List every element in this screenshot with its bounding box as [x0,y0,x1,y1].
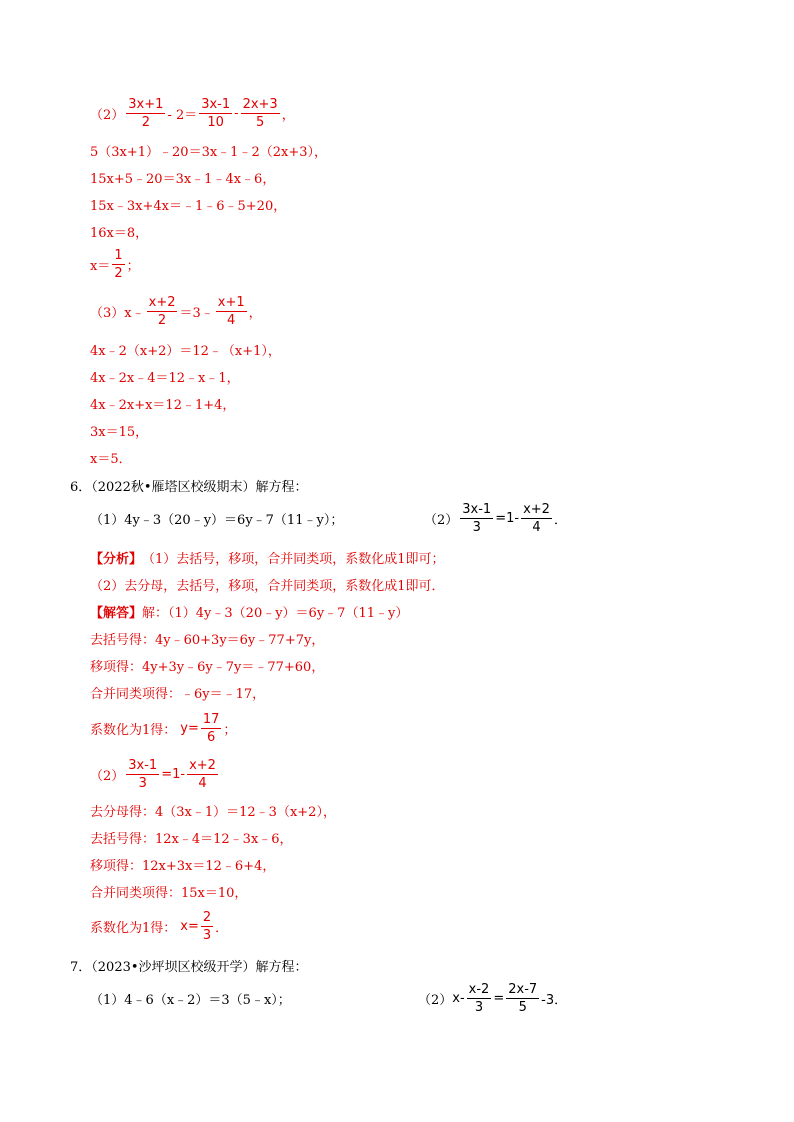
p5-part2-equation: （2） $\frac{3x+1}{2}$ - 2＝ $\frac{3x-1}{10}$ - $\frac{2x+3}{5}$ ， [90,96,295,130]
fraction: $\frac{2x+3}{5}$ [242,96,278,130]
solution-step: 合并同类项得：15x＝10， [90,885,248,901]
fraction: $\frac{17}{6}$ [202,711,220,745]
analysis-line-2: （2）去分母，去括号，移项，合并同类项，系数化成1即可． [90,578,445,594]
solution-step: 16x＝8， [90,225,149,241]
fraction: $\frac{3x-1}{3}$ [128,757,158,791]
solution-step: 15x﹣3x+4x＝﹣1﹣6﹣5+20， [90,198,287,214]
fraction: $\frac{x+2}{4}$ [523,501,550,535]
solution-result: 系数化为1得： x= $\frac{2}{3}$ ． [90,909,229,943]
fraction: $\frac{x+2}{2}$ [148,294,176,328]
solution-step: x＝5． [90,451,132,467]
solution-step: 3x＝15， [90,424,149,440]
q7-part1: （1）4﹣6（x﹣2）＝3（5﹣x）； [90,992,291,1008]
fraction: $\frac{x+1}{4}$ [217,294,245,328]
fraction: $\frac{1}{2}$ [114,247,123,281]
solution-step: 5（3x+1）﹣20＝3x﹣1﹣2（2x+3）， [90,144,327,160]
solution-step: 去括号得：12x﹣4＝12﹣3x﹣6， [90,831,293,847]
solution-step: 4x﹣2x+x＝12﹣1+4， [90,397,236,413]
solution-result: x＝ $\frac{1}{2}$ ； [90,247,140,281]
fraction: $\frac{3x+1}{2}$ [128,96,164,130]
q7-part2: （2） x- $\frac{x-2}{3}$ = $\frac{2x-7}{5}$ -3． [418,981,568,1015]
solution-result: 系数化为1得： y= $\frac{17}{6}$ ； [90,711,237,745]
q6-part2-restated: （2） $\frac{3x-1}{3}$ =1- $\frac{x+2}{4}$ [90,757,216,791]
solution-step: 去括号得：4y﹣60+3y＝6y﹣77+7y， [90,632,325,648]
q6-part2: （2） $\frac{3x-1}{3}$ =1- $\frac{x+2}{4}$ ． [424,501,567,535]
part-label: （2） [90,107,125,123]
solution-step: 4x﹣2（x+2）＝12﹣（x+1）， [90,343,281,359]
analysis-tag: 【分析】 [90,551,143,567]
fraction: $\frac{2x-7}{5}$ [508,981,538,1015]
fraction: $\frac{2}{3}$ [202,909,212,943]
question-7-heading: 7．（2023•沙坪坝区校级开学）解方程： [70,959,308,975]
solution-step: 合并同类项得：﹣6y＝﹣17， [90,686,266,702]
solution-step: 移项得：12x+3x＝12﹣6+4， [90,858,276,874]
solution-step: 4x﹣2x﹣4＝12﹣x﹣1， [90,370,240,386]
part-label: （3） [90,305,125,321]
answer-line-1: 【解答】 解：（1）4y﹣3（20﹣y）＝6y﹣7（11﹣y） [90,601,408,621]
fraction: $\frac{x-2}{3}$ [468,981,490,1015]
fraction: $\frac{3x-1}{3}$ [462,501,492,535]
analysis-line-1: 【分析】 （1）去括号，移项，合并同类项，系数化成1即可； [90,547,445,567]
p5-part3-equation: （3） x﹣ $\frac{x+2}{2}$ ＝3﹣ $\frac{x+1}{4}$ ， [90,294,262,328]
solution-step: 移项得：4y+3y﹣6y﹣7y＝﹣77+60， [90,659,325,675]
q6-part1: （1）4y﹣3（20﹣y）＝6y﹣7（11﹣y）； [90,512,344,528]
fraction: $\frac{x+2}{4}$ [189,757,216,791]
answer-tag: 【解答】 [90,605,143,621]
solution-step: 15x+5﹣20＝3x﹣1﹣4x﹣6， [90,171,276,187]
fraction: $\frac{3x-1}{10}$ [201,96,231,130]
question-6-heading: 6．（2022秋•雁塔区校级期末）解方程： [70,479,308,495]
solution-step: 去分母得：4（3x﹣1）＝12﹣3（x+2）， [90,804,336,820]
